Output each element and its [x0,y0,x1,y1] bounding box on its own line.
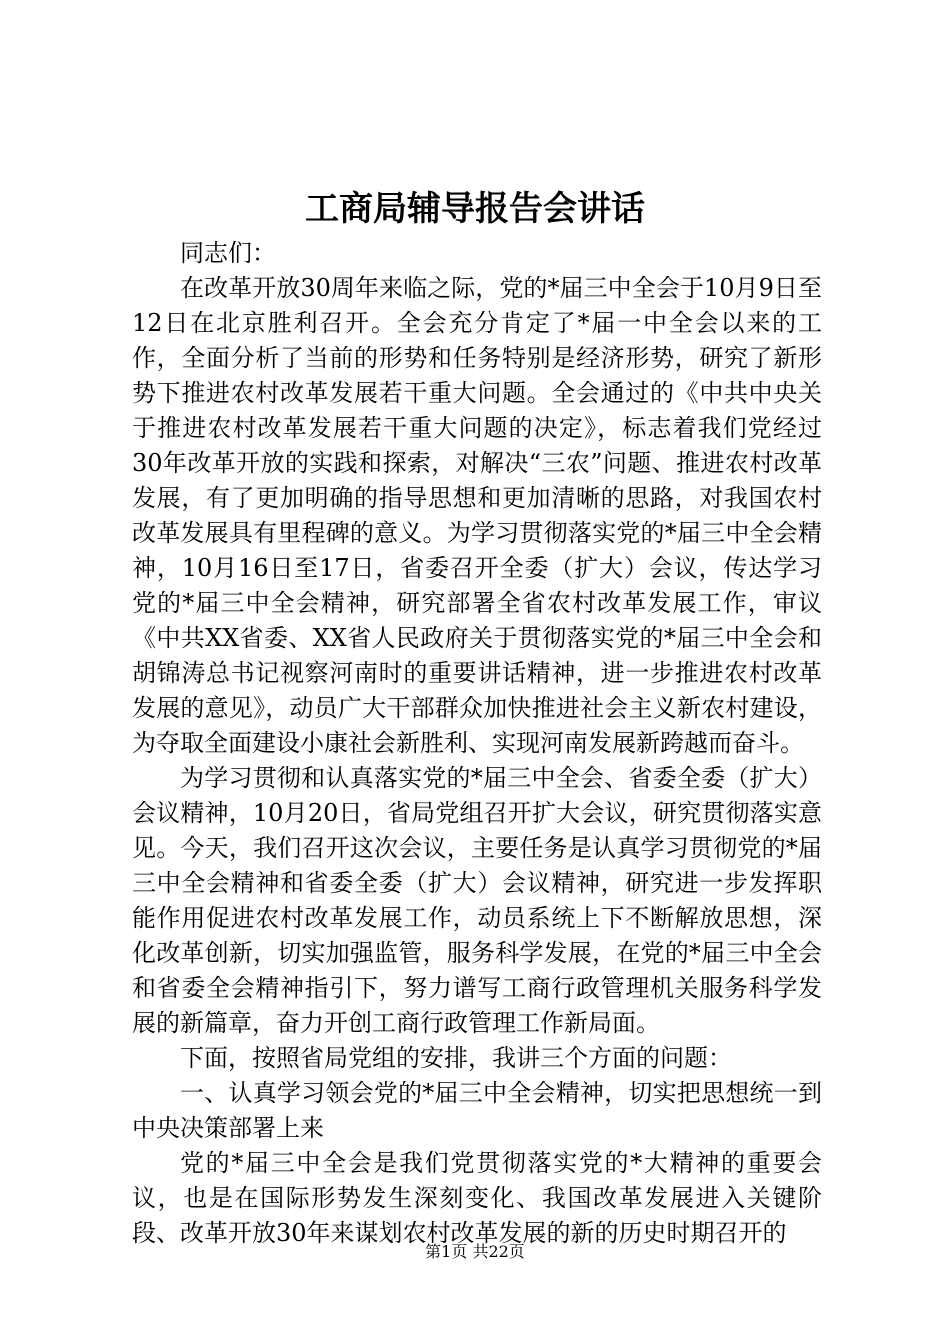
body-paragraph: 下面，按照省局党组的安排，我讲三个方面的问题： [180,1044,732,1072]
page-number-footer: 第1页 共22页 [425,1242,525,1261]
document-body [132,236,822,1251]
body-paragraph: 为学习贯彻和认真落实党的*届三中全会、省委全委（扩大）会议精神，10月20日，省局党组召开扩大会议，研究贯彻落实意见。今天，我们召开这次会议，主要任务是认真学习贯彻党的*届三中全会精神和省委全委（扩大）会议精神，研究进一步发挥职能作用促进农村改革发展工作，动员系统上下不断解放思想，深化改革创新，切实加强监管，服务科学发展，在党的*届三中全会和省委全会精神指引下，努力谱写工商行政管理机关服务科学发展的新篇章，奋力开创工商行政管理工作新局面。 [132,764,822,1037]
salutation-paragraph: 同志们： [180,239,276,267]
section-heading: 一、认真学习领会党的*届三中全会精神，切实把思想统一到中央决策部署上来 [132,1079,822,1142]
document-title: 工商局辅导报告会讲话 [305,189,645,229]
body-paragraph: 党的*届三中全会是我们党贯彻落实党的*大精神的重要会议，也是在国际形势发生深刻变化、我国改革发展进入关键阶段、改革开放30年来谋划农村改革发展的新的历史时期召开的 [132,1149,822,1247]
body-paragraph: 在改革开放30周年来临之际，党的*届三中全会于10月9日至12日在北京胜利召开。全会充分肯定了*届一中全会以来的工作，全面分析了当前的形势和任务特别是经济形势，研究了新形势下推进农村改革发展若干重大问题。全会通过的《中共中央关于推进农村改革发展若干重大问题的决定》，标志着我们党经过30年改革开放的实践和探索，对解决“三农”问题、推进农村改革发展，有了更加明确的指导思想和更加清晰的思路，对我国农村改革发展具有里程碑的意义。为学习贯彻落实党的*届三中全会精神，10月16日至17日，省委召开全委（扩大）会议，传达学习党的*届三中全会精神，研究部署全省农村改革发展工作，审议《中共XX省委、XX省人民政府关于贯彻落实党的*届三中全会和胡锦涛总书记视察河南时的重要讲话精神，进一步推进农村改革发展的意见》，动员广大干部群众加快推进社会主义新农村建设，为夺取全面建设小康社会新胜利、实现河南发展新跨越而奋斗。 [132,274,822,757]
